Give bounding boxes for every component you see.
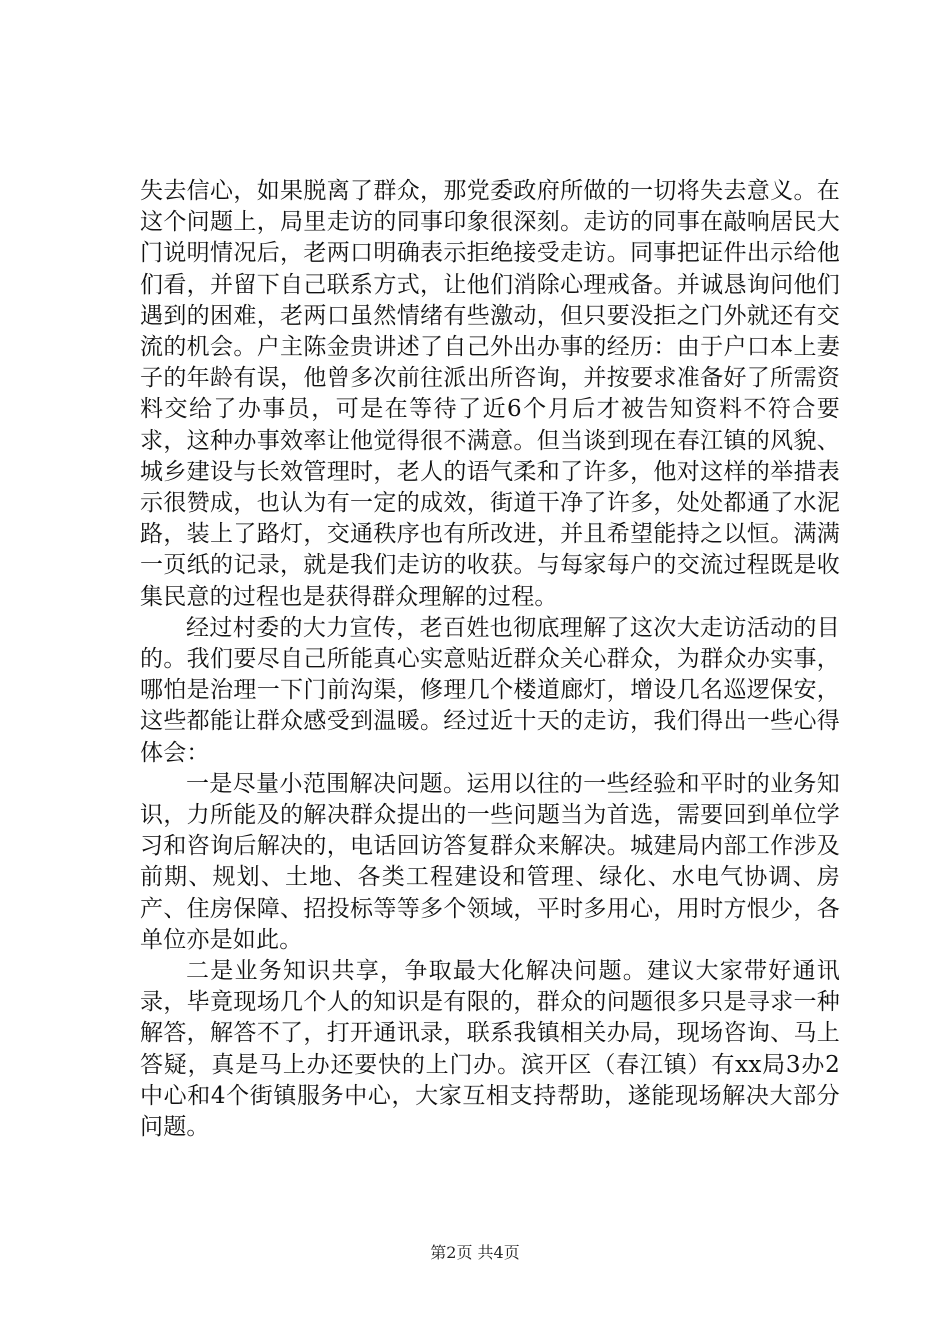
paragraph-visit-purpose: 经过村委的大力宣传，老百姓也彻底理解了这次大走访活动的目的。我们要尽自己所能真心实意贴近群众关心群众，为群众办实事，哪怕是治理一下门前沟渠，修理几个楼道廊灯，增设几名巡逻保安，这些都能让群众感受到温暖。经过近十天的走访，我们得出一些心得体会： — [140, 614, 840, 766]
paragraph-continued: 失去信心，如果脱离了群众，那党委政府所做的一切将失去意义。在这个问题上，局里走访的同事印象很深刻。走访的同事在敲响居民大门说明情况后，老两口明确表示拒绝接受走访。同事把证件出示给他们看，并留下自己联系方式，让他们消除心理戒备。并诚恳询问他们遇到的困难，老两口虽然情绪有些激动，但只要没拒之门外就还有交流的机会。户主陈金贵讲述了自己外出办事的经历：由于户口本上妻子的年龄有误，他曾多次前往派出所咨询，并按要求准备好了所需资料交给了办事员，可是在等待了近6个月后才被告知资料不符合要求，这种办事效率让他觉得很不满意。但当谈到现在春江镇的风貌、城乡建设与长效管理时，老人的语气柔和了许多，他对这样的举措表示很赞成，也认为有一定的成效，街道干净了许多，处处都通了水泥路，装上了路灯，交通秩序也有所改进，并且希望能持之以恒。满满一页纸的记录，就是我们走访的收获。与每家每户的交流过程既是收集民意的过程也是获得群众理解的过程。 — [140, 178, 840, 610]
document-body — [140, 176, 840, 1143]
paragraph-point-two: 二是业务知识共享，争取最大化解决问题。建议大家带好通讯录，毕竟现场几个人的知识是有限的，群众的问题很多只是寻求一种解答，解答不了，打开通讯录，联系我镇相关办局，现场咨询、马上答疑，真是马上办还要快的上门办。滨开区（春江镇）有xx局3办2中心和4个街镇服务中心，大家互相支持帮助，遂能现场解决大部分问题。 — [140, 958, 840, 1141]
paragraph-point-one: 一是尽量小范围解决问题。运用以往的一些经验和平时的业务知识，力所能及的解决群众提出的一些问题当为首选，需要回到单位学习和咨询后解决的，电话回访答复群众来解决。城建局内部工作涉及前期、规划、土地、各类工程建设和管理、绿化、水电气协调、房产、住房保障、招投标等等多个领域，平时多用心，用时方恨少，各单位亦是如此。 — [140, 770, 840, 953]
page-number-footer: 第2页 共4页 — [430, 1243, 520, 1262]
